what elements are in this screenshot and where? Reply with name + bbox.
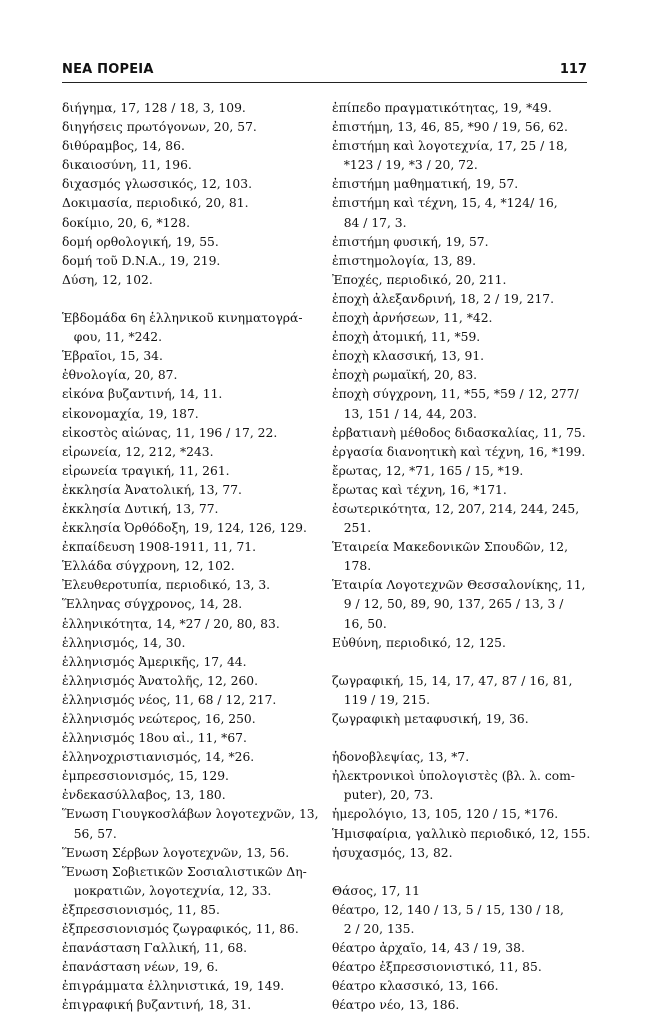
index-entry-line: ἑλληνισμός Ἀμερικῆς, 17, 44. <box>62 654 247 669</box>
index-entry-line: ἐπιστήμη φυσική, 19, 57. <box>332 234 489 249</box>
index-entry-line: Ἐποχές, περιοδικό, 20, 211. <box>332 272 507 287</box>
index-entry-line: εἰρωνεία, 12, 212, *243. <box>62 444 214 459</box>
index-entry-line: διήγημα, 17, 128 / 18, 3, 109. <box>62 101 246 115</box>
index-entry-line: εἰρωνεία τραγική, 11, 261. <box>62 463 230 478</box>
index-entry-line: ἐπιστήμη καὶ λογοτεχνία, 17, 25 / 18, <box>332 139 568 154</box>
index-entry-line: θέατρο ἐξπρεσσιονιστικό, 11, 85. <box>332 960 542 975</box>
index-entry-line: ἐμπρεσσιονισμός, 15, 129. <box>62 769 229 784</box>
index-entry-line: ἐπιστήμη, 13, 46, 85, *90 / 19, 56, 62. <box>332 120 568 135</box>
index-entry-line: Ἕνωση Γιουγκοσλάβων λογοτεχνῶν, 13, <box>62 807 319 822</box>
index-entry-line: ἔρωτας, 12, *71, 165 / 15, *19. <box>332 463 524 478</box>
index-entry-line: ζωγραφική, 15, 14, 17, 47, 87 / 16, 81, <box>332 673 573 688</box>
index-entry-line <box>332 653 590 672</box>
index-entry-line: ἐργασία διανοητικὴ καὶ τέχνη, 16, *199. <box>332 444 586 459</box>
index-entry-line: ἡδονοβλεψίας, 13, *7. <box>332 750 470 765</box>
index-entry-line: ἐποχὴ ἀλεξανδρινή, 18, 2 / 19, 217. <box>332 291 555 306</box>
index-entry-line: ἐποχὴ κλασσική, 13, 91. <box>332 349 485 364</box>
index-entry-line: εἰκοστὸς αἰώνας, 11, 196 / 17, 22. <box>62 425 278 440</box>
index-entry-line: Εὐθύνη, περιοδικό, 12, 125. <box>332 635 506 650</box>
index-entry-line: 251. <box>332 521 372 536</box>
index-entry-line: διθύραμβος, 14, 86. <box>62 139 185 154</box>
index-entry-line: ἐκκλησία Ἀνατολική, 13, 77. <box>62 482 242 497</box>
index-entry-line: Ἑταιρεία Μακεδονικῶν Σπουδῶν, 12, <box>332 540 568 555</box>
index-entry-line: ἐρβατιανὴ μέθοδος διδασκαλίας, 11, 75. <box>332 425 586 440</box>
index-entry-line: δομή ορθολογική, 19, 55. <box>62 234 219 249</box>
index-entry-line: ἑλληνισμός Ἀνατολῆς, 12, 260. <box>62 673 259 688</box>
page-number: 117 <box>559 62 587 77</box>
index-entry-line: puter), 20, 73. <box>332 788 434 803</box>
index-entry-line: Ἕνωση Σοβιετικῶν Σοσιαλιστικῶν Δη- <box>62 864 307 879</box>
index-entry-line: ἑλληνικότητα, 14, *27 / 20, 80, 83. <box>62 616 280 631</box>
index-entry-line: Θάσος, 17, 11 <box>332 883 420 898</box>
index-entry-line: 16, 50. <box>332 616 387 631</box>
running-header <box>62 60 587 83</box>
index-entry-line: θέατρο ἀρχαῖο, 14, 43 / 19, 38. <box>332 941 525 956</box>
index-entry-line: Ἑταιρία Λογοτεχνῶν Θεσσαλονίκης, 11, <box>332 578 586 593</box>
index-entry-line: 119 / 19, 215. <box>332 692 431 707</box>
index-entry-line: διηγήσεις πρωτόγονων, 20, 57. <box>62 120 257 135</box>
index-entry-line: Ἑβραῖοι, 15, 34. <box>62 349 163 364</box>
index-entry-line: ἑλληνισμός 18ου αἰ., 11, *67. <box>62 731 247 746</box>
index-entry-line: εἰκονομαχία, 19, 187. <box>62 406 199 421</box>
index-entry-line: ἐξπρεσσιονισμός, 11, 85. <box>62 902 220 917</box>
index-entry-line: ἠλεκτρονικοὶ ὑπολογιστὲς (βλ. λ. com- <box>332 769 575 784</box>
index-entry-line: ἐπιστήμη μαθηματική, 19, 57. <box>332 177 519 192</box>
index-entry-line: ἐποχὴ ρωμαϊκή, 20, 83. <box>332 368 478 383</box>
index-entry-line: ἑλληνοχριστιανισμός, 14, *26. <box>62 750 255 765</box>
index-entry-line: Ἑβδομάδα 6η ἑλληνικοῦ κινηματογρά- <box>62 311 303 326</box>
index-entry-line: ἐκπαίδευση 1908-1911, 11, 71. <box>62 540 256 555</box>
index-entry-line: 9 / 12, 50, 89, 90, 137, 265 / 13, 3 / <box>332 597 564 612</box>
index-entry-line: δοκίμιο, 20, 6, *128. <box>62 215 190 230</box>
index-entry-line <box>332 863 590 882</box>
index-entry-line: θέατρο νέο, 13, 186. <box>332 998 460 1013</box>
index-entry-line: ἐνδεκασύλλαβος, 13, 180. <box>62 788 226 803</box>
index-entry-line: 178. <box>332 559 372 574</box>
index-entry-line: ἐπιστημολογία, 13, 89. <box>332 253 476 268</box>
index-entry-line: ἐπανάσταση Γαλλική, 11, 68. <box>62 941 248 956</box>
index-column-left <box>62 99 317 1016</box>
index-entry-line: διχασμός γλωσσικός, 12, 103. <box>62 177 252 192</box>
index-entry-line: ἑλληνισμός, 14, 30. <box>62 635 186 650</box>
index-entry-line: θέατρο, 12, 140 / 13, 5 / 15, 130 / 18, <box>332 902 564 917</box>
index-entry-line: μοκρατιῶν, λογοτεχνία, 12, 33. <box>62 883 272 898</box>
index-entry-line: 84 / 17, 3. <box>332 215 407 230</box>
index-entry-line: ἐξπρεσσιονισμός ζωγραφικός, 11, 86. <box>62 922 299 937</box>
index-entry-line: ἐποχὴ ἀρνήσεων, 11, *42. <box>332 311 493 326</box>
index-entry-line: θέατρο κλασσικό, 13, 166. <box>332 979 499 994</box>
index-entry-line: *123 / 19, *3 / 20, 72. <box>332 158 478 173</box>
index-entry-line: ἐπανάσταση νέων, 19, 6. <box>62 960 219 975</box>
index-entry-line <box>62 290 317 309</box>
index-entry-line: ἐπίπεδο πραγματικότητας, 19, *49. <box>332 101 552 115</box>
index-entry-line: φου, 11, *242. <box>62 330 163 345</box>
index-entry-line: ἑλληνισμός νεώτερος, 16, 250. <box>62 712 256 726</box>
index-entry-line: δομή τοῦ D.N.A., 19, 219. <box>62 253 221 268</box>
index-entry-line: ἐκκλησία Ὀρθόδοξη, 19, 124, 126, 129. <box>62 521 307 536</box>
index-entry-line: ζωγραφικὴ μεταφυσική, 19, 36. <box>332 712 529 726</box>
index-entry-line <box>332 729 590 748</box>
index-entry-line: 56, 57. <box>62 826 117 841</box>
index-entry-line: Ἕλληνας σύγχρονος, 14, 28. <box>62 597 243 612</box>
index-entry-line: 2 / 20, 135. <box>332 922 415 937</box>
index-entry-line: Ἡμισφαίρια, γαλλικὸ περιοδικό, 12, 155. <box>332 826 591 841</box>
index-entry-line: ἐπιστήμη καὶ τέχνη, 15, 4, *124/ 16, <box>332 196 558 211</box>
index-entry-line: Δύση, 12, 102. <box>62 272 153 287</box>
index-entry-line: ἐκκλησία Δυτική, 13, 77. <box>62 501 219 516</box>
journal-title: ΝΕΑ ΠΟΡΕΙΑ <box>62 62 154 77</box>
index-entry-line: δικαιοσύνη, 11, 196. <box>62 158 192 173</box>
index-entry-line: ἐποχὴ σύγχρονη, 11, *55, *59 / 12, 277/ <box>332 387 579 402</box>
index-entry-line: 13, 151 / 14, 44, 203. <box>332 406 477 421</box>
index-entry-line: ἡσυχασμός, 13, 82. <box>332 845 453 860</box>
index-entry-line: ἐπιγραφική βυζαντινή, 18, 31. <box>62 998 252 1013</box>
index-entry-line: ἐθνολογία, 20, 87. <box>62 368 178 383</box>
index-entry-line: ἔρωτας καὶ τέχνη, 16, *171. <box>332 482 507 497</box>
index-entry-line: εἰκόνα βυζαντινή, 14, 11. <box>62 387 223 402</box>
index-entry-line: ἐσωτερικότητα, 12, 207, 214, 244, 245, <box>332 501 580 516</box>
index-entry-line: ἑλληνισμός νέος, 11, 68 / 12, 217. <box>62 692 277 707</box>
index-column-right <box>332 99 590 1016</box>
index-entry-line: Ἕνωση Σέρβων λογοτεχνῶν, 13, 56. <box>62 845 290 860</box>
index-entry-line: Ἑλλάδα σύγχρονη, 12, 102. <box>62 559 235 574</box>
index-entry-line: ἐπιγράμματα ἑλληνιστικά, 19, 149. <box>62 979 285 994</box>
index-entry-line: ἐποχὴ ἀτομική, 11, *59. <box>332 330 481 345</box>
index-entry-line: Δοκιμασία, περιοδικό, 20, 81. <box>62 196 249 211</box>
index-entry-line: Ἐλευθεροτυπία, περιοδικό, 13, 3. <box>62 578 271 593</box>
index-entry-line: ἡμερολόγιο, 13, 105, 120 / 15, *176. <box>332 807 559 822</box>
